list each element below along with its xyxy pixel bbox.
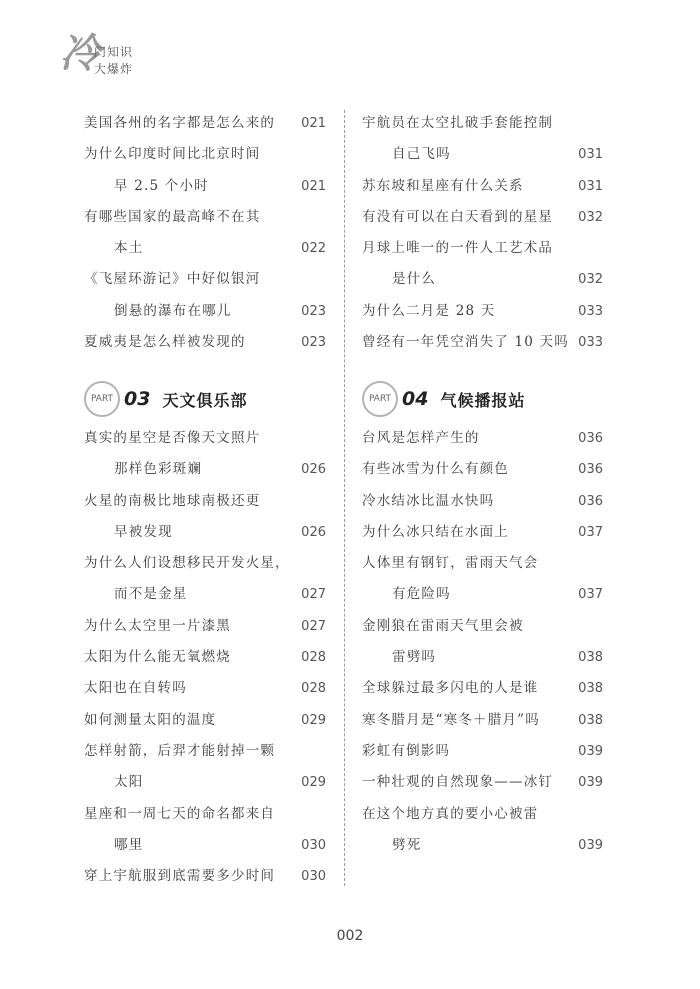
toc-entry-title: 为什么二月是 28 天: [362, 302, 496, 319]
toc-entry: [362, 423, 603, 454]
toc-entry: [362, 611, 603, 642]
toc-entry-page: 030: [301, 837, 326, 853]
toc-left-top: [84, 108, 326, 358]
logo-line-1: 门知识: [94, 45, 134, 59]
part-03-heading: [84, 381, 247, 417]
book-logo: [58, 28, 168, 88]
toc-entry: [362, 579, 603, 610]
toc-entry: [84, 296, 326, 327]
toc-entry-page: 028: [301, 650, 326, 666]
toc-entry-page: 021: [301, 178, 326, 194]
toc-entry: [84, 423, 326, 454]
toc-entry: [84, 108, 326, 139]
toc-entry-title: 太阳: [114, 774, 144, 791]
toc-right-bottom: [362, 423, 603, 861]
page-number: 002: [336, 928, 364, 944]
toc-entry-title: 为什么人们设想移民开发火星，: [84, 555, 290, 572]
toc-entry-title: 穿上宇航服到底需要多少时间: [84, 868, 276, 885]
toc-entry: [84, 139, 326, 170]
column-divider: [344, 110, 345, 886]
toc-entry-page: 038: [578, 650, 603, 666]
toc-entry: [84, 611, 326, 642]
toc-entry-page: 029: [301, 712, 326, 728]
toc-entry-page: 036: [578, 431, 603, 446]
toc-entry-title: 为什么太空里一片漆黑: [84, 617, 231, 634]
toc-entry-title: 有危险吗: [392, 586, 451, 603]
toc-entry-title: 有哪些国家的最高峰不在其: [84, 208, 261, 225]
toc-entry-title: 有没有可以在白天看到的星星: [362, 208, 554, 225]
toc-entry: [362, 486, 603, 517]
toc-entry-title: 夏威夷是怎么样被发现的: [84, 334, 246, 351]
toc-entry-title: 人体里有钢钉，雷雨天气会: [362, 555, 539, 572]
toc-entry: [362, 233, 603, 264]
toc-entry-title: 星座和一周七天的命名都来自: [84, 805, 276, 822]
toc-entry: [362, 830, 603, 861]
toc-entry-title: 苏东坡和星座有什么关系: [362, 177, 524, 194]
toc-entry-page: 031: [578, 147, 603, 163]
toc-entry-page: 030: [301, 869, 326, 885]
toc-entry: [84, 736, 326, 767]
toc-right-top: [362, 108, 603, 358]
part-number: 04: [402, 388, 429, 410]
toc-entry-title: 金刚狼在雷雨天气里会被: [362, 617, 524, 634]
toc-entry-title: 那样色彩斑斓: [114, 461, 203, 478]
toc-entry: [362, 139, 603, 170]
toc-entry: [362, 517, 603, 548]
toc-entry-page: 031: [578, 178, 603, 194]
toc-entry-title: 而不是金星: [114, 586, 188, 603]
toc-entry-page: 032: [578, 209, 603, 225]
toc-entry-title: 为什么印度时间比北京时间: [84, 146, 261, 163]
toc-entry: [84, 202, 326, 233]
toc-entry-title: 冷水结冰比温水快吗: [362, 492, 495, 509]
toc-entry-title: 本土: [114, 240, 144, 257]
toc-entry-page: 036: [578, 462, 603, 478]
toc-entry-page: 022: [301, 241, 326, 257]
toc-entry: [84, 548, 326, 579]
toc-entry: [362, 202, 603, 233]
part-number: 03: [124, 388, 151, 410]
toc-entry-title: 火星的南极比地球南极还更: [84, 492, 261, 509]
toc-entry-title: 真实的星空是否像天文照片: [84, 430, 261, 446]
toc-entry: [84, 705, 326, 736]
toc-entry-title: 一种壮观的自然现象——冰钉: [362, 774, 554, 791]
toc-entry-page: 036: [578, 493, 603, 509]
toc-entry-page: 027: [301, 587, 326, 603]
toc-entry-title: 在这个地方真的要小心被雷: [362, 805, 539, 822]
toc-entry-page: 033: [578, 335, 603, 351]
toc-entry: [84, 861, 326, 892]
toc-entry: [84, 579, 326, 610]
toc-entry: [84, 327, 326, 358]
toc-entry-page: 029: [301, 775, 326, 791]
toc-entry: [362, 673, 603, 704]
toc-entry: [362, 548, 603, 579]
toc-entry-title: 如何测量太阳的温度: [84, 711, 217, 728]
toc-entry-page: 039: [578, 775, 603, 791]
toc-entry-title: 倒悬的瀑布在哪儿: [114, 302, 232, 319]
toc-entry: [362, 767, 603, 798]
toc-entry: [362, 799, 603, 830]
part-title: 气候播报站: [440, 390, 526, 410]
toc-entry: [84, 673, 326, 704]
toc-entry: [362, 327, 603, 358]
toc-entry-title: 太阳也在自转吗: [84, 680, 187, 697]
toc-entry-title: 早被发现: [114, 523, 173, 540]
toc-entry-page: 023: [301, 303, 326, 319]
toc-entry: [362, 108, 603, 139]
toc-entry-title: 为什么冰只结在水面上: [362, 523, 509, 540]
toc-entry-title: 早 2.5 个小时: [114, 177, 209, 194]
toc-entry-title: 台风是怎样产生的: [362, 430, 480, 446]
toc-entry-title: 劈死: [392, 836, 422, 853]
part-badge: PART: [84, 381, 120, 417]
logo-line-2: 大爆炸: [94, 62, 134, 76]
toc-entry-page: 026: [301, 462, 326, 478]
part-04-heading: [362, 381, 525, 417]
toc-entry-page: 038: [578, 712, 603, 728]
toc-entry: [84, 454, 326, 485]
toc-entry: [84, 517, 326, 548]
toc-entry-title: 美国各州的名字都是怎么来的: [84, 115, 276, 131]
toc-entry: [362, 264, 603, 295]
toc-entry-title: 太阳为什么能无氧燃烧: [84, 649, 231, 666]
toc-entry: [362, 171, 603, 202]
toc-entry: [362, 705, 603, 736]
toc-entry: [84, 830, 326, 861]
toc-entry-page: 037: [578, 524, 603, 540]
toc-entry-title: 自己飞吗: [392, 146, 451, 163]
toc-entry-page: 023: [301, 335, 326, 351]
toc-entry-title: 怎样射箭，后羿才能射掉一颗: [84, 742, 276, 759]
toc-entry-page: 039: [578, 837, 603, 853]
toc-entry-page: 021: [301, 116, 326, 131]
logo-character: 冷: [60, 30, 100, 77]
toc-entry: [84, 767, 326, 798]
toc-entry-title: 全球躲过最多闪电的人是谁: [362, 680, 539, 697]
part-badge: PART: [362, 381, 398, 417]
toc-entry-title: 有些冰雪为什么有颜色: [362, 461, 509, 478]
toc-entry-page: 032: [578, 272, 603, 288]
toc-entry-page: 038: [578, 681, 603, 697]
toc-entry-page: 028: [301, 681, 326, 697]
toc-entry-title: 宇航员在太空扎破手套能控制: [362, 115, 554, 131]
toc-entry-title: 哪里: [114, 836, 144, 853]
toc-entry: [362, 454, 603, 485]
toc-entry: [362, 296, 603, 327]
toc-entry: [84, 264, 326, 295]
toc-entry-title: 雷劈吗: [392, 649, 437, 666]
toc-entry-title: 彩虹有倒影吗: [362, 742, 451, 759]
toc-entry: [84, 171, 326, 202]
part-title: 天文俱乐部: [162, 390, 248, 410]
toc-entry-title: 月球上唯一的一件人工艺术品: [362, 240, 554, 257]
toc-entry: [84, 233, 326, 264]
toc-left-bottom: [84, 423, 326, 892]
toc-entry: [84, 486, 326, 517]
toc-entry: [84, 799, 326, 830]
toc-entry-title: 曾经有一年凭空消失了 10 天吗: [362, 334, 569, 351]
toc-entry: [362, 736, 603, 767]
toc-entry-title: 《飞屋环游记》中好似银河: [84, 271, 261, 288]
toc-entry-page: 027: [301, 618, 326, 634]
toc-entry-page: 037: [578, 587, 603, 603]
toc-entry-title: 是什么: [392, 271, 437, 288]
toc-entry-title: 寒冬腊月是“寒冬＋腊月”吗: [362, 711, 540, 728]
toc-entry-page: 039: [578, 743, 603, 759]
toc-entry: [84, 642, 326, 673]
toc-entry-page: 026: [301, 524, 326, 540]
toc-entry-page: 033: [578, 303, 603, 319]
toc-entry: [362, 642, 603, 673]
